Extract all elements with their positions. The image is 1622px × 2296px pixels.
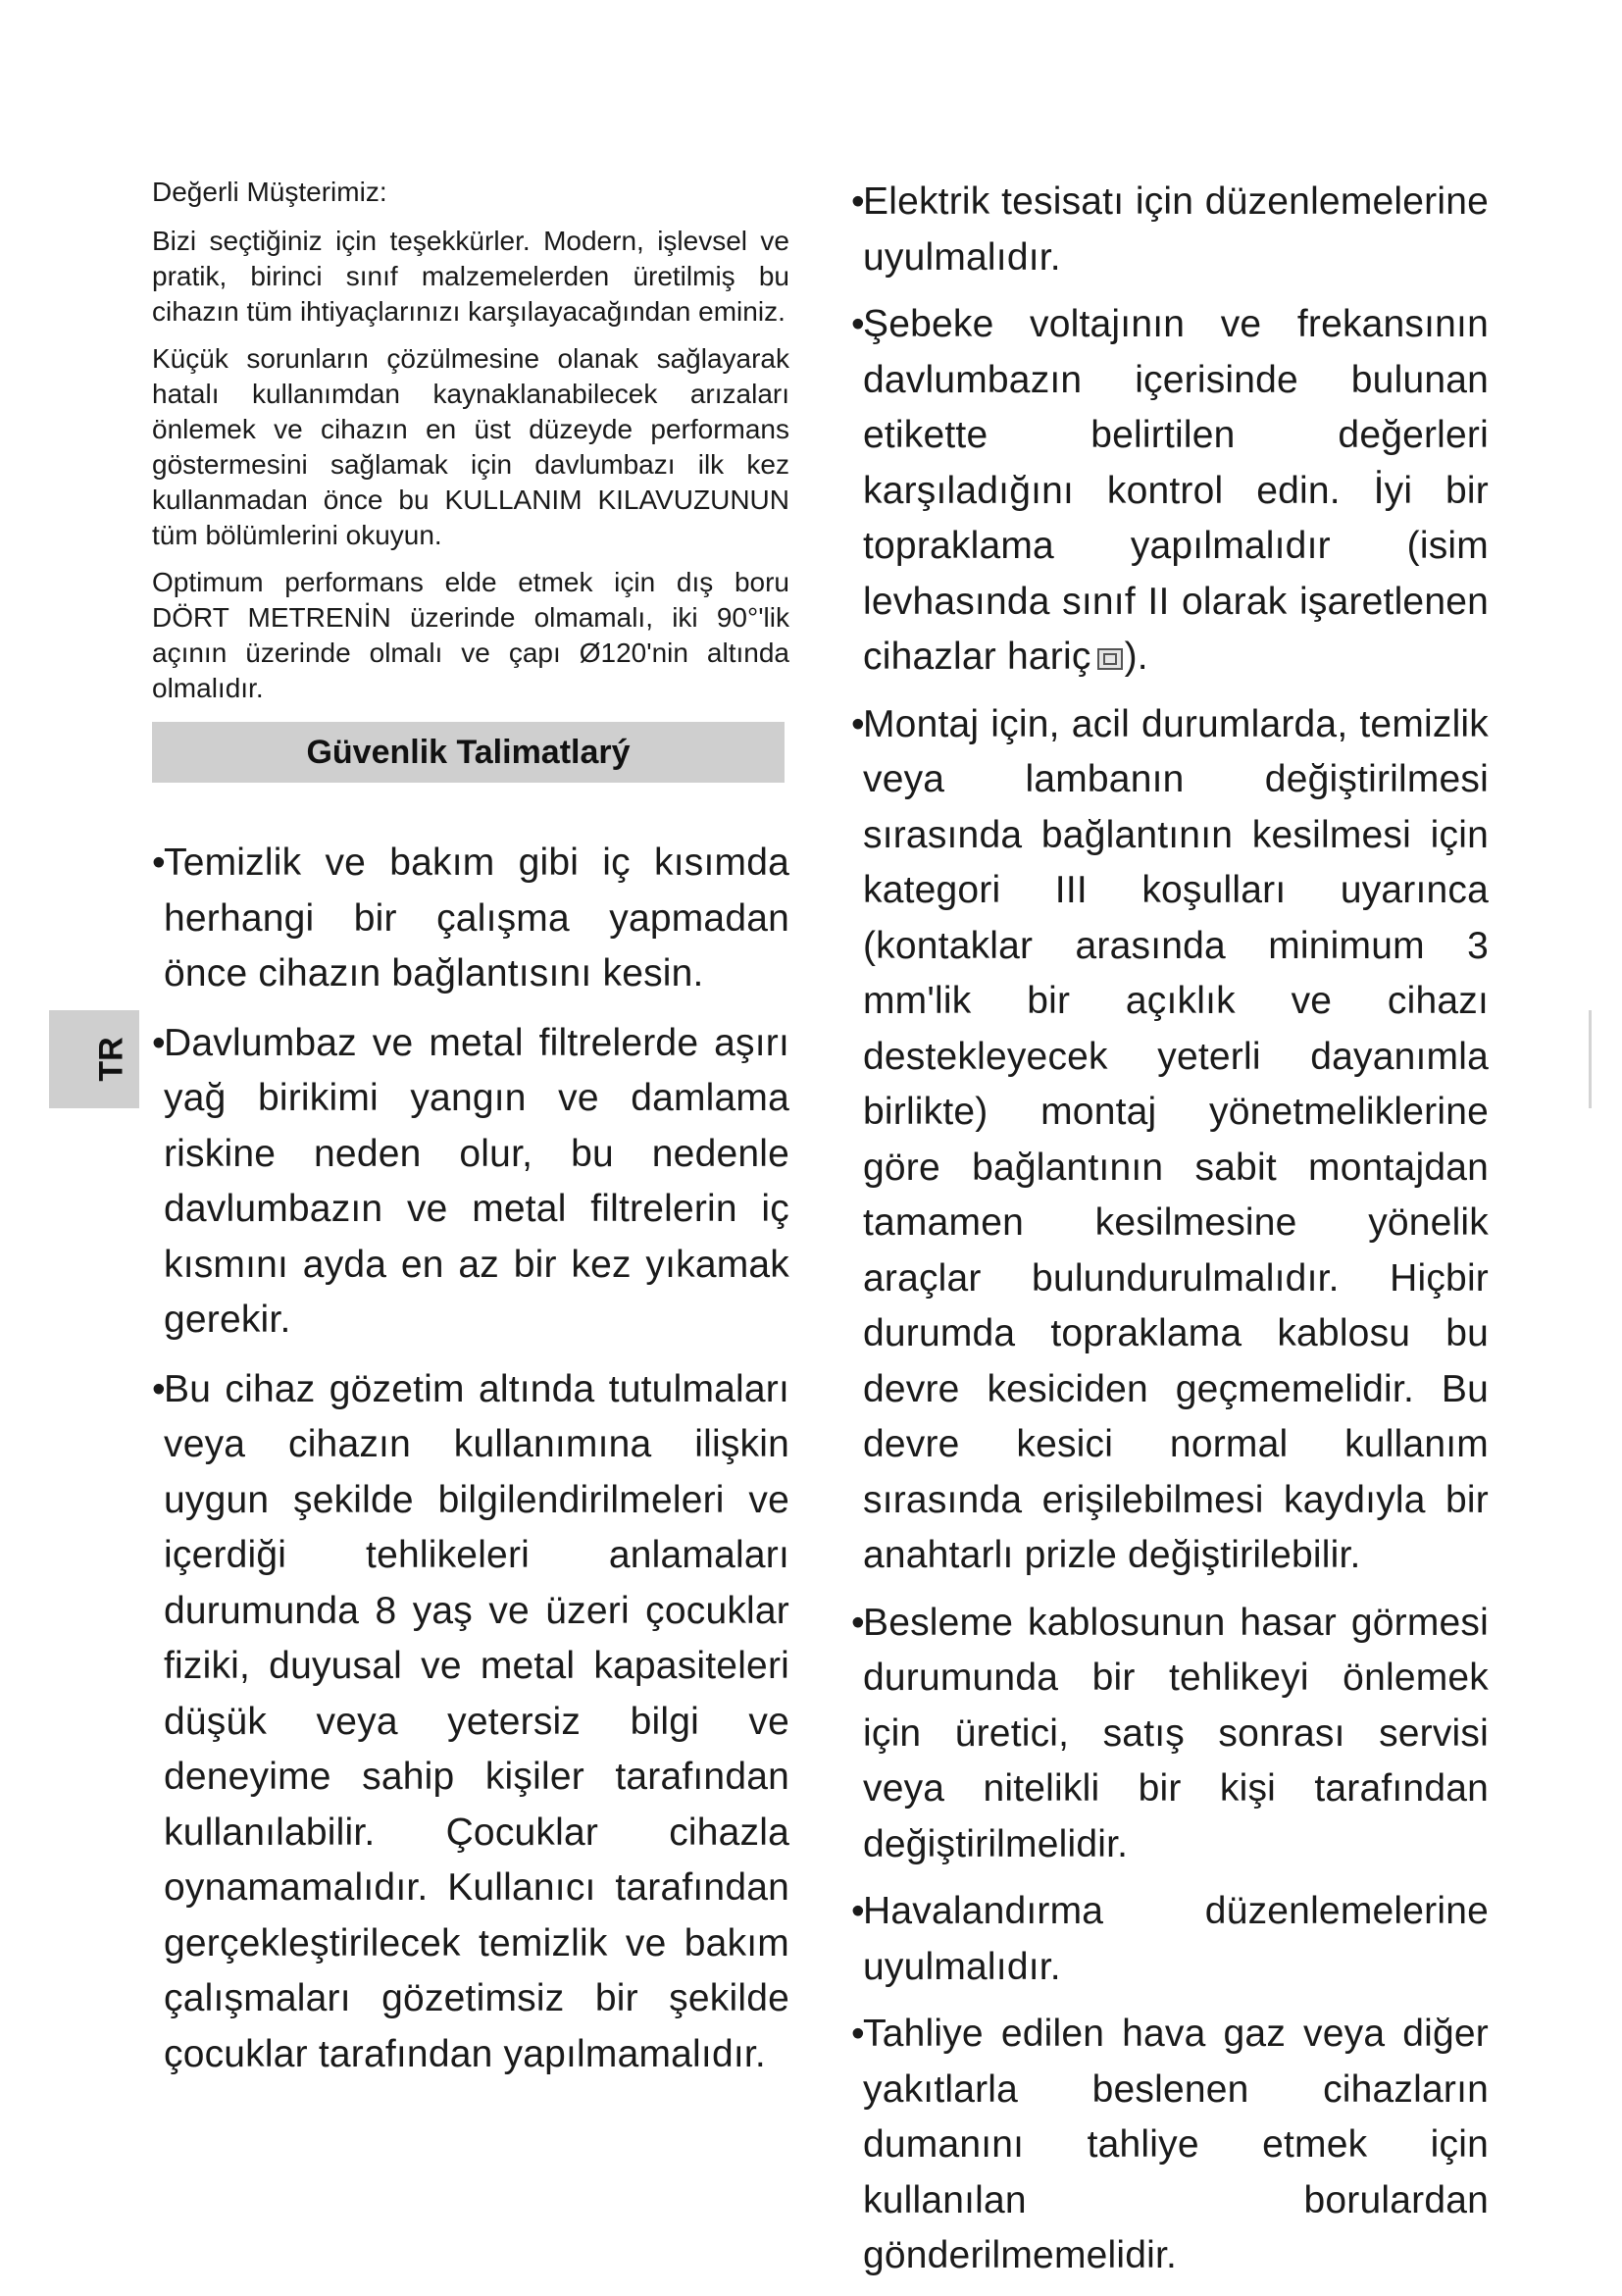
list-item (152, 1362, 789, 2083)
margin-marker (1589, 1010, 1592, 1108)
intro-paragraph-2: Küçük sorunların çözülmesine olanak sağlayarak hatalı kullanımdan kaynaklanabilecek arızaları önlemek ve cihazın en üst düzeyde performans göstermesini sağlamak için davlumbazı ilk kez kullanmadan önce bu KULLANIM KILAVUZUNUN tüm bölümlerini okuyun. (152, 343, 789, 550)
list-item (851, 1884, 1489, 1995)
list-item (851, 297, 1489, 686)
bullet-icon: • (851, 180, 865, 223)
class-ii-symbol-icon (1097, 648, 1123, 670)
list-item-text: Havalandırma düzenlemelerine uyulmalıdır. (863, 1890, 1489, 1988)
bullet-icon: • (851, 2013, 865, 2055)
intro-paragraph-3: Optimum performans elde etmek için dış boru DÖRT METRENİN üzerinde olmamalı, iki 90°'lik açının üzerinde olmalı ve çapı Ø120'nin altında olmalıdır. (152, 567, 789, 703)
language-tab-label: TR (92, 1037, 130, 1082)
bullet-icon: • (152, 1367, 166, 1410)
list-item (152, 1016, 789, 1349)
list-item (851, 697, 1489, 1584)
intro-paragraph-1: Bizi seçtiğiniz için teşekkürler. Modern, işlevsel ve pratik, birinci sınıf malzemelerden üretilmiş bu cihazın tüm ihtiyaçlarınızı karşılayacağından eminiz. (152, 226, 789, 327)
greeting: Değerli Müşterimiz: (152, 177, 387, 207)
list-item-text: Davlumbaz ve metal filtrelerde aşırı yağ birikimi yangın ve damlama riskine neden olur, bu nedenle davlumbazın ve metal filtrelerin iç kısmını ayda en az bir kez yıkamak gerekir. (164, 1021, 789, 1341)
bullet-icon: • (851, 1601, 865, 1644)
list-item-text: Temizlik ve bakım gibi iç kısımda herhangi bir çalışma yapmadan önce cihazın bağlantısını kesin. (164, 842, 789, 995)
list-item-text: Bu cihaz gözetim altında tutulmaları veya cihazın kullanımına ilişkin uygun şekilde bilgilendirilmeleri ve içerdiği tehlikeleri anlamaları durumunda 8 yaş ve üzeri çocuklar fiziki, duyusal ve metal kapasiteleri düşük veya yetersiz bilgi ve deneyime sahip kişiler tarafından kullanılabilir. Çocuklar cihazla oynamamalıdır. Kullanıcı tarafından gerçekleştirilecek temizlik ve bakım çalışmaları gözetimsiz bir şekilde çocuklar tarafından yapılmamalıdır. (164, 1367, 789, 2075)
bullet-icon: • (851, 1890, 865, 1932)
list-item (851, 175, 1489, 285)
list-item-text: Montaj için, acil durumlarda, temizlik veya lambanın değiştirilmesi sırasında bağlantının kesilmesi için kategori III koşulları uyarınca (kontaklar arasında minimum 3 mm'lik bir açıklık ve cihazı destekleyecek yeterli dayanımla birlikte) montaj yönetmeliklerine göre bağlantının sabit montajdan tamamen kesilmesine yönelik araçlar bulundurulmalıdır. Hiçbir durumda topraklama kablosu bu devre kesiciden geçmemelidir. Bu devre kesici normal kullanım sırasında erişilebilmesi kaydıyla bir anahtarlı prizle değiştirilebilir. (863, 702, 1489, 1576)
left-column (152, 175, 789, 2096)
section-title: Güvenlik Talimatlarý (152, 722, 785, 783)
list-item-text-end: ). (1124, 636, 1148, 678)
left-bullet-list (152, 836, 789, 2082)
right-column (851, 175, 1489, 2296)
bullet-icon: • (851, 303, 865, 345)
list-item-text: Elektrik tesisatı için düzenlemelerine uyulmalıdır. (863, 180, 1489, 279)
bullet-icon: • (152, 842, 166, 884)
list-item-text: Şebeke voltajının ve frekansının davlumbazın içerisinde bulunan etikette belirtilen değerleri karşıladığını kontrol edin. İyi bir topraklama yapılmalıdır (isim levhasında sınıf II olarak işaretlenen cihazlar hariç (863, 303, 1489, 678)
bullet-icon: • (152, 1021, 166, 1064)
intro-section (152, 175, 789, 706)
language-tab (49, 1010, 139, 1108)
list-item-text: Besleme kablosunun hasar görmesi durumunda bir tehlikeyi önlemek için üretici, satış sonrası servisi veya nitelikli bir kişi tarafından değiştirilmelidir. (863, 1601, 1489, 1865)
list-item-text: Tahliye edilen hava gaz veya diğer yakıtlarla beslenen cihazların dumanını tahliye etmek için kullanılan borulardan gönderilmemelidir. (863, 2013, 1489, 2276)
bullet-icon: • (851, 702, 865, 745)
list-item (851, 2007, 1489, 2284)
list-item (152, 836, 789, 1002)
list-item (851, 1596, 1489, 1873)
